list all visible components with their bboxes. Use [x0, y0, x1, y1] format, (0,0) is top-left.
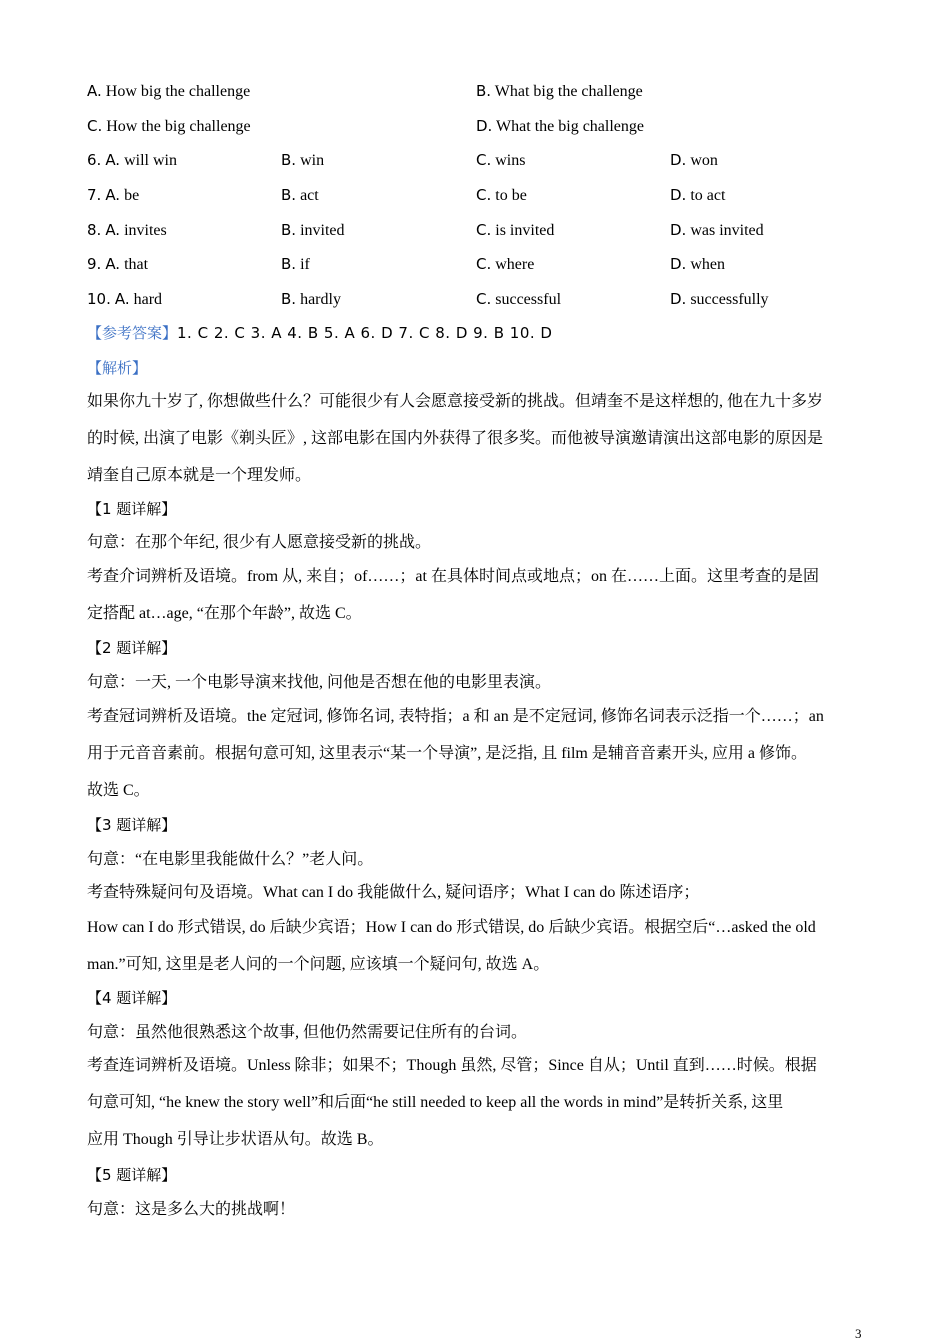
- option-text: successfully: [690, 291, 769, 308]
- option-text: that: [124, 256, 149, 273]
- option-label: C.: [476, 290, 492, 308]
- detail-3-title: 【3 题详解】: [87, 816, 177, 834]
- detail-2-title: 【2 题详解】: [87, 639, 177, 657]
- option-label: A.: [105, 221, 121, 239]
- answer-key: [87, 323, 552, 344]
- text-line: 靖奎自己原本就是一个理发师。: [87, 467, 312, 484]
- option-c: [476, 254, 534, 275]
- option-c: [476, 150, 525, 171]
- option-label: D.: [670, 290, 687, 308]
- option-a: [87, 150, 177, 171]
- option-text: will win: [124, 152, 177, 169]
- option-label: C.: [476, 151, 492, 169]
- option-label: B.: [281, 151, 297, 169]
- option-b: [281, 289, 341, 310]
- option-text: to be: [495, 187, 527, 204]
- option-label: D.: [670, 151, 687, 169]
- option-text: What the big challenge: [496, 118, 644, 135]
- detail-2-explanation: [87, 698, 867, 809]
- q5-option-c: [87, 116, 251, 137]
- q5-option-a: [87, 81, 250, 102]
- question-number: 6.: [87, 151, 102, 169]
- detail-1-meaning: 句意：在那个年纪, 很少有人愿意接受新的挑战。: [87, 534, 432, 551]
- answer-key-list: 1. C 2. C 3. A 4. B 5. A 6. D 7. C 8. D 9. B 10. D: [177, 324, 553, 342]
- detail-5-meaning: 句意：这是多么大的挑战啊！: [87, 1201, 296, 1218]
- option-label: D.: [670, 186, 687, 204]
- text-line: How can I do 形式错误, do 后缺少宾语；How I can do 形式错误, do 后缺少宾语。根据空后“…asked the old: [87, 919, 816, 936]
- option-text: invites: [124, 222, 167, 239]
- text-line: 如果你九十岁了, 你想做些什么？可能很少有人会愿意接受新的挑战。但靖奎不是这样想的, 他在九十多岁: [87, 393, 824, 410]
- analysis-tag: 【解析】: [87, 359, 148, 377]
- option-text: What big the challenge: [494, 83, 643, 100]
- option-c: [476, 289, 561, 310]
- option-b: [281, 254, 310, 275]
- option-b: [281, 185, 319, 206]
- option-label: A.: [114, 290, 130, 308]
- text-line: 考查介词辨析及语境。from 从, 来自；of……；at 在具体时间点或地点；on 在……上面。这里考查的是固: [87, 568, 819, 585]
- option-label: D.: [476, 117, 493, 135]
- option-text: invited: [300, 222, 345, 239]
- option-text: How big the challenge: [105, 83, 251, 100]
- option-text: win: [300, 152, 325, 169]
- option-text: hard: [133, 291, 163, 308]
- option-text: where: [495, 256, 535, 273]
- question-number: 8.: [87, 221, 102, 239]
- option-a: [87, 220, 167, 241]
- option-label: B.: [281, 290, 297, 308]
- option-label: A.: [87, 82, 102, 100]
- answer-key-tag: 【参考答案】: [87, 324, 178, 342]
- option-label: B.: [281, 186, 297, 204]
- detail-3-explanation: [87, 909, 867, 983]
- option-text: is invited: [495, 222, 555, 239]
- option-a: [87, 185, 139, 206]
- option-label: C.: [476, 186, 492, 204]
- option-label: C.: [476, 221, 492, 239]
- option-text: to act: [690, 187, 726, 204]
- option-label: A.: [105, 151, 121, 169]
- option-text: if: [300, 256, 310, 273]
- option-text: was invited: [690, 222, 764, 239]
- detail-3-meaning: 句意：“在电影里我能做什么？”老人问。: [87, 851, 374, 868]
- text-line: 的时候, 出演了电影《剃头匠》, 这部电影在国内外获得了很多奖。而他被导演邀请演出这部电影的原因是: [87, 430, 824, 447]
- option-d: [670, 254, 725, 275]
- page-number: 3: [855, 1326, 862, 1341]
- q5-option-b: [476, 81, 643, 102]
- option-label: B.: [281, 221, 297, 239]
- option-text: act: [300, 187, 319, 204]
- text-line: 句意可知, “he knew the story well”和后面“he still needed to keep all the words in mind”是转折关系, 这里: [87, 1094, 784, 1111]
- analysis-paragraph: [87, 383, 867, 494]
- text-line: man.”可知, 这里是老人问的一个问题, 应该填一个疑问句, 故选 A。: [87, 956, 550, 973]
- q5-option-d: [476, 116, 644, 137]
- text-line: 故选 C。: [87, 782, 150, 799]
- detail-1-explanation: [87, 558, 867, 632]
- option-text: when: [690, 256, 725, 273]
- detail-5-title: 【5 题详解】: [87, 1166, 177, 1184]
- option-c: [476, 185, 527, 206]
- option-d: [670, 220, 764, 241]
- text-line: 定搭配 at…age, “在那个年龄”, 故选 C。: [87, 605, 362, 622]
- option-text: be: [124, 187, 140, 204]
- detail-3-line-1: 考查特殊疑问句及语境。What can I do 我能做什么, 疑问语序；What I can do 陈述语序；: [87, 884, 700, 901]
- option-text: hardly: [300, 291, 341, 308]
- option-text: wins: [495, 152, 526, 169]
- text-line: 考查冠词辨析及语境。the 定冠词, 修饰名词, 表特指；a 和 an 是不定冠词, 修饰名词表示泛指一个……；an: [87, 708, 824, 725]
- option-d: [670, 289, 769, 310]
- option-label: D.: [670, 221, 687, 239]
- question-number: 7.: [87, 186, 102, 204]
- detail-1-title: 【1 题详解】: [87, 500, 177, 518]
- detail-4-title: 【4 题详解】: [87, 989, 177, 1007]
- option-label: D.: [670, 255, 687, 273]
- option-text: won: [690, 152, 718, 169]
- option-text: How the big challenge: [106, 118, 251, 135]
- text-line: 用于元音音素前。根据句意可知, 这里表示“某一个导演”, 是泛指, 且 film 是辅音音素开头, 应用 a 修饰。: [87, 745, 807, 762]
- option-a: [87, 254, 148, 275]
- option-c: [476, 220, 554, 241]
- option-b: [281, 220, 345, 241]
- option-d: [670, 185, 725, 206]
- option-d: [670, 150, 718, 171]
- question-number: 9.: [87, 255, 102, 273]
- detail-4-meaning: 句意：虽然他很熟悉这个故事, 但他仍然需要记住所有的台词。: [87, 1024, 528, 1041]
- question-number: 10.: [87, 290, 111, 308]
- option-a: [87, 289, 162, 310]
- option-label: C.: [476, 255, 492, 273]
- option-label: C.: [87, 117, 103, 135]
- option-label: A.: [105, 255, 121, 273]
- option-b: [281, 150, 324, 171]
- detail-4-explanation: [87, 1047, 867, 1158]
- option-label: A.: [105, 186, 121, 204]
- text-line: 应用 Though 引导让步状语从句。故选 B。: [87, 1131, 384, 1148]
- detail-2-meaning: 句意：一天, 一个电影导演来找他, 问他是否想在他的电影里表演。: [87, 674, 552, 691]
- option-label: B.: [476, 82, 492, 100]
- option-label: B.: [281, 255, 297, 273]
- text-line: 考查连词辨析及语境。Unless 除非；如果不；Though 虽然, 尽管；Since 自从；Until 直到……时候。根据: [87, 1057, 817, 1074]
- option-text: successful: [495, 291, 562, 308]
